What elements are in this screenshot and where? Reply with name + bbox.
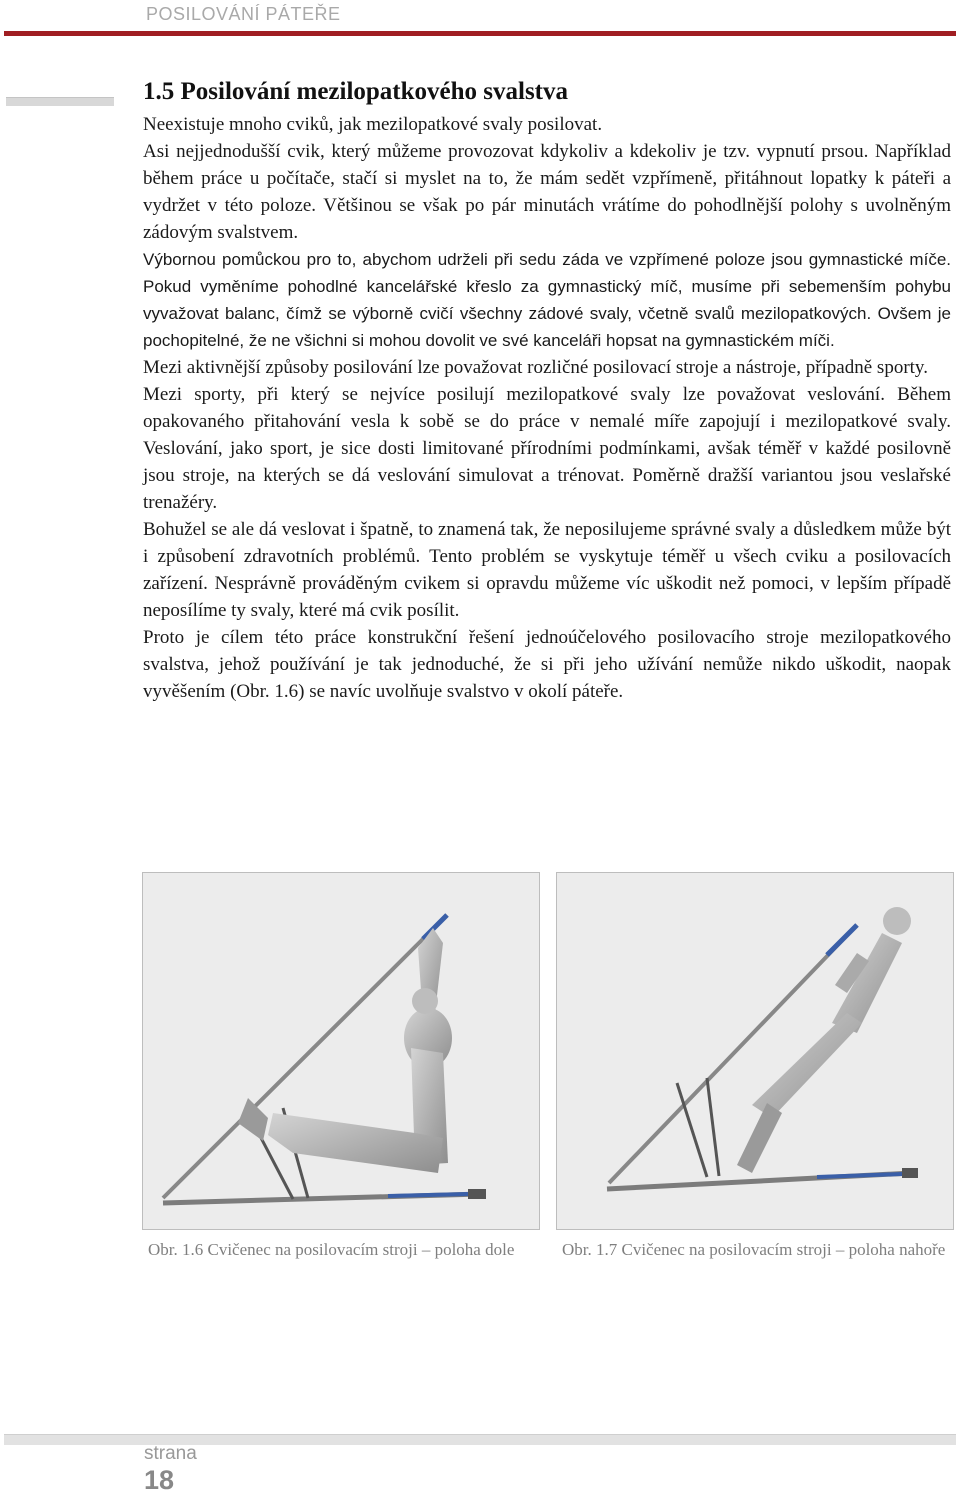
header-rule: [4, 31, 956, 36]
paragraph-6: Bohužel se ale dá veslovat i špatně, to znamená tak, že neposilujeme správné svaly a důsledkem může být i způsobení zdravotních problémů. Tento problém se vyskytuje téměř u všech cviku a posilovacích zařízení. Nesprávně prováděným cvikem si opravdu můžeme víc uškodit než pomoci, v lepším případě neposílíme ty svaly, které má cvik posílit.: [143, 519, 951, 621]
figure-1-7-image: [556, 872, 954, 1230]
side-marker-bar: [6, 97, 114, 106]
figure-1-7-caption: Obr. 1.7 Cvičenec na posilovacím stroji – poloha nahoře: [562, 1240, 946, 1259]
figure-1-6-image: [142, 872, 540, 1230]
page-number: 18: [144, 1465, 175, 1495]
body-text: [143, 111, 951, 705]
running-header: POSILOVÁNÍ PÁTEŘE: [146, 4, 341, 24]
section-heading: 1.5 Posilování mezilopatkového svalstva: [143, 78, 569, 105]
paragraph-4: Mezi aktivnější způsoby posilování lze považovat rozličné posilovací stroje a nástroje, případně sporty.: [143, 357, 928, 378]
page-label: strana: [144, 1443, 197, 1464]
paragraph-1: Neexistuje mnoho cviků, jak mezilopatkové svaly posilovat.: [143, 114, 603, 135]
paragraph-2: Asi nejjednodušší cvik, který můžeme provozovat kdykoliv a kdekoliv je tzv. vypnutí prsou. Například během práce u počítače, stačí si myslet na to, že mám sedět vzpřímeně, přitáhnout lopatky k páteři a vydržet v této poloze. Většinou se však po pár minutách vrátíme do pohodlnější polohy s uvolněným zádovým svalstvem.: [143, 141, 951, 243]
figure-1-6-caption: Obr. 1.6 Cvičenec na posilovacím stroji – poloha dole: [148, 1240, 515, 1259]
paragraph-3: Výbornou pomůckou pro to, abychom udrželi při sedu záda ve vzpřímené poloze jsou gymnastické míče. Pokud vyměníme pohodlné kancelářské křeslo za gymnastický míč, musíme při sebemenším pohybu vyvažovat balanc, čímž se výborně cvičí všechny zádové svaly, včetně svalů mezilopatkových. Ovšem je pochopitelné, že ne všichni si mohou dovolit ve své kanceláři hopsat na gymnastickém míči.: [143, 250, 951, 350]
paragraph-5: Mezi sporty, při který se nejvíce posilují mezilopatkové svaly lze považovat veslování. Během opakovaného přitahování vesla k sobě se do práce v nemalé míře zapojují i mezilopatkové svaly. Veslování, jako sport, je sice dosti limitované přírodními podmínkami, avšak téměř v každé posilovně jsou stroje, na kterých se dá veslování simulovat a trénovat. Poměrně dražší variantou jsou veslařské trenažéry.: [143, 384, 951, 513]
paragraph-7: Proto je cílem této práce konstrukční řešení jednoúčelového posilovacího stroje mezilopatkového svalstva, jehož používání je tak jednoduché, že si při jeho užívání nemůže nikdo uškodit, naopak vyvěšením (Obr. 1.6) se navíc uvolňuje svalstvo v okolí páteře.: [143, 627, 951, 702]
